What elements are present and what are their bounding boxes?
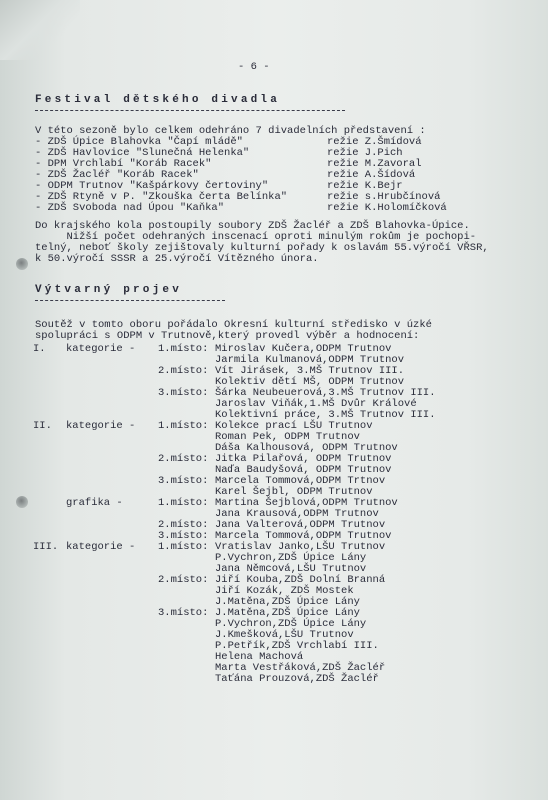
festival-item-direction: režie s.Hrubčínová xyxy=(327,191,441,203)
festival-item: - ODPM Trutnov "Kašpárkovy čertoviny" xyxy=(35,180,269,192)
place-label: 2.místo: xyxy=(158,365,209,377)
festival-intro: V této sezoně bylo celkem odehráno 7 divadelních představení : xyxy=(35,125,426,137)
result-entry: Roman Pek, ODPM Trutnov xyxy=(215,431,360,443)
result-entry: Jana Němcová,LŠU Trutnov xyxy=(215,563,367,575)
intro-line: spolupráci s ODPM v Trutnově,který provedl výběr a hodnocení: xyxy=(35,330,420,342)
section-heading-festival: Festival dětského divadla xyxy=(35,94,281,106)
result-entry: P.Vychron,ZDŠ Úpice Lány xyxy=(215,552,367,564)
festival-item: - ZDŠ Rtyně v P. "Zkouška čerta Belínka" xyxy=(35,191,288,203)
category-number: I. xyxy=(33,343,46,355)
place-label: 3.místo: xyxy=(158,530,209,542)
result-entry: Marta Vestřáková,ZDŠ Žacléř xyxy=(215,662,386,674)
result-entry: Jana Valterová,ODPM Trutnov xyxy=(215,519,386,531)
result-entry: Dáša Kalhousová, ODPM Trutnov xyxy=(215,442,398,454)
festival-item: - ZDŠ Úpice Blahovka "Čapí mládě" xyxy=(35,136,243,148)
punch-hole-bottom xyxy=(16,496,28,508)
heading-underline-festival xyxy=(35,110,345,111)
festival-item: - ZDŠ Havlovice "Slunečná Helenka" xyxy=(35,147,250,159)
place-label: 1.místo: xyxy=(158,541,209,553)
result-entry: Jiří Kouba,ZDŠ Dolní Branná xyxy=(215,574,386,586)
result-entry: Vít Jirásek, 3.MŠ Trutnov III. xyxy=(215,365,405,377)
result-entry: Jana Krausová,ODPM Trutnov xyxy=(215,508,379,520)
result-entry: Kolekce prací LŠU Trutnov xyxy=(215,420,373,432)
result-entry: Vratislav Janko,LŠU Trutnov xyxy=(215,541,386,553)
category-number: II. xyxy=(33,420,52,432)
festival-item: - ZDŠ Žacléř "Koráb Racek" xyxy=(35,169,199,181)
intro-line: Soutěž v tomto oboru pořádalo Okresní kulturní středisko v úzké xyxy=(35,319,432,331)
paragraph-line: Nižší počet odehraných inscenací oproti minulým rokům je pochopi- xyxy=(35,231,477,243)
paragraph-line: k 50.výročí SSSR a 25.výročí Vítězného února. xyxy=(35,253,319,265)
result-entry: J.Matěna,ZDŠ Úpice Lány xyxy=(215,607,360,619)
place-label: 3.místo: xyxy=(158,387,209,399)
result-entry: P.Petřík,ZDŠ Vrchlabí III. xyxy=(215,640,379,652)
punch-hole-top xyxy=(16,258,28,270)
result-entry: Kolektiv dětí MŠ, ODPM Trutnov xyxy=(215,376,405,388)
paragraph-line: telný, neboť školy zejištovaly kulturní pořady k oslavám 55.výročí VŘSR, xyxy=(35,242,489,254)
result-entry: Naďa Baudyšová, ODPM Trutnov xyxy=(215,464,392,476)
festival-item-direction: režie K.Bejr xyxy=(327,180,403,192)
result-entry: Kolektivní práce, 3.MŠ Trutnov III. xyxy=(215,409,436,421)
result-entry: Miroslav Kučera,ODPM Trutnov xyxy=(215,343,392,355)
result-entry: Jiří Kozák, ZDŠ Mostek xyxy=(215,585,354,597)
place-label: 1.místo: xyxy=(158,497,209,509)
festival-item-direction: režie K.Holomíčková xyxy=(327,202,447,214)
festival-item-direction: režie J.Pich xyxy=(327,147,403,159)
place-label: 3.místo: xyxy=(158,607,209,619)
result-entry: Jarmila Kulmanová,ODPM Trutnov xyxy=(215,354,405,366)
place-label: 2.místo: xyxy=(158,574,209,586)
result-entry: Jitka Pilařová, ODPM Trutnov xyxy=(215,453,392,465)
result-entry: P.Vychron,ZDŠ Úpice Lány xyxy=(215,618,367,630)
section-heading-vytvarny: Výtvarný projev xyxy=(35,284,183,296)
category-label: grafika - xyxy=(66,497,123,509)
category-number: III. xyxy=(33,541,59,553)
festival-item-direction: režie Z.Šmídová xyxy=(327,136,422,148)
result-entry: Helena Machová xyxy=(215,651,304,663)
festival-item: - DPM Vrchlabí "Koráb Racek" xyxy=(35,158,212,170)
result-entry: Marcela Tommová,ODPM Trutnov xyxy=(215,530,392,542)
category-label: kategorie - xyxy=(66,343,136,355)
festival-item-direction: režie M.Zavoral xyxy=(327,158,422,170)
result-entry: Taťána Prouzová,ZDŠ Žacléř xyxy=(215,673,379,685)
result-entry: J.Matěna,ZDŠ Úpice Lány xyxy=(215,596,360,608)
result-entry: J.Kmešková,LŠU Trutnov xyxy=(215,629,354,641)
page-number: - 6 - xyxy=(238,61,270,73)
place-label: 1.místo: xyxy=(158,343,209,355)
heading-underline-vytvarny xyxy=(35,300,225,301)
page-curl xyxy=(0,0,80,60)
result-entry: Jaroslav Viňák,1.MŠ Dvůr Králové xyxy=(215,398,417,410)
result-entry: Šárka Neubeuerová,3.MŠ Trutnov III. xyxy=(215,387,436,399)
place-label: 1.místo: xyxy=(158,420,209,432)
category-label: kategorie - xyxy=(66,541,136,553)
category-label: kategorie - xyxy=(66,420,136,432)
result-entry: Karel Šejbl, ODPM Trutnov xyxy=(215,486,373,498)
place-label: 2.místo: xyxy=(158,519,209,531)
place-label: 3.místo: xyxy=(158,475,209,487)
festival-item: - ZDŠ Svoboda nad Úpou "Kaňka" xyxy=(35,202,225,214)
place-label: 2.místo: xyxy=(158,453,209,465)
result-entry: Martina Šejblová,ODPM Trutnov xyxy=(215,497,398,509)
festival-item-direction: režie A.Šídová xyxy=(327,169,416,181)
result-entry: Marcela Tommová,ODPM Trtnov xyxy=(215,475,386,487)
paragraph-line: Do krajského kola postoupily soubory ZDŠ Žacléř a ZDŠ Blahovka-Úpice. xyxy=(35,220,470,232)
